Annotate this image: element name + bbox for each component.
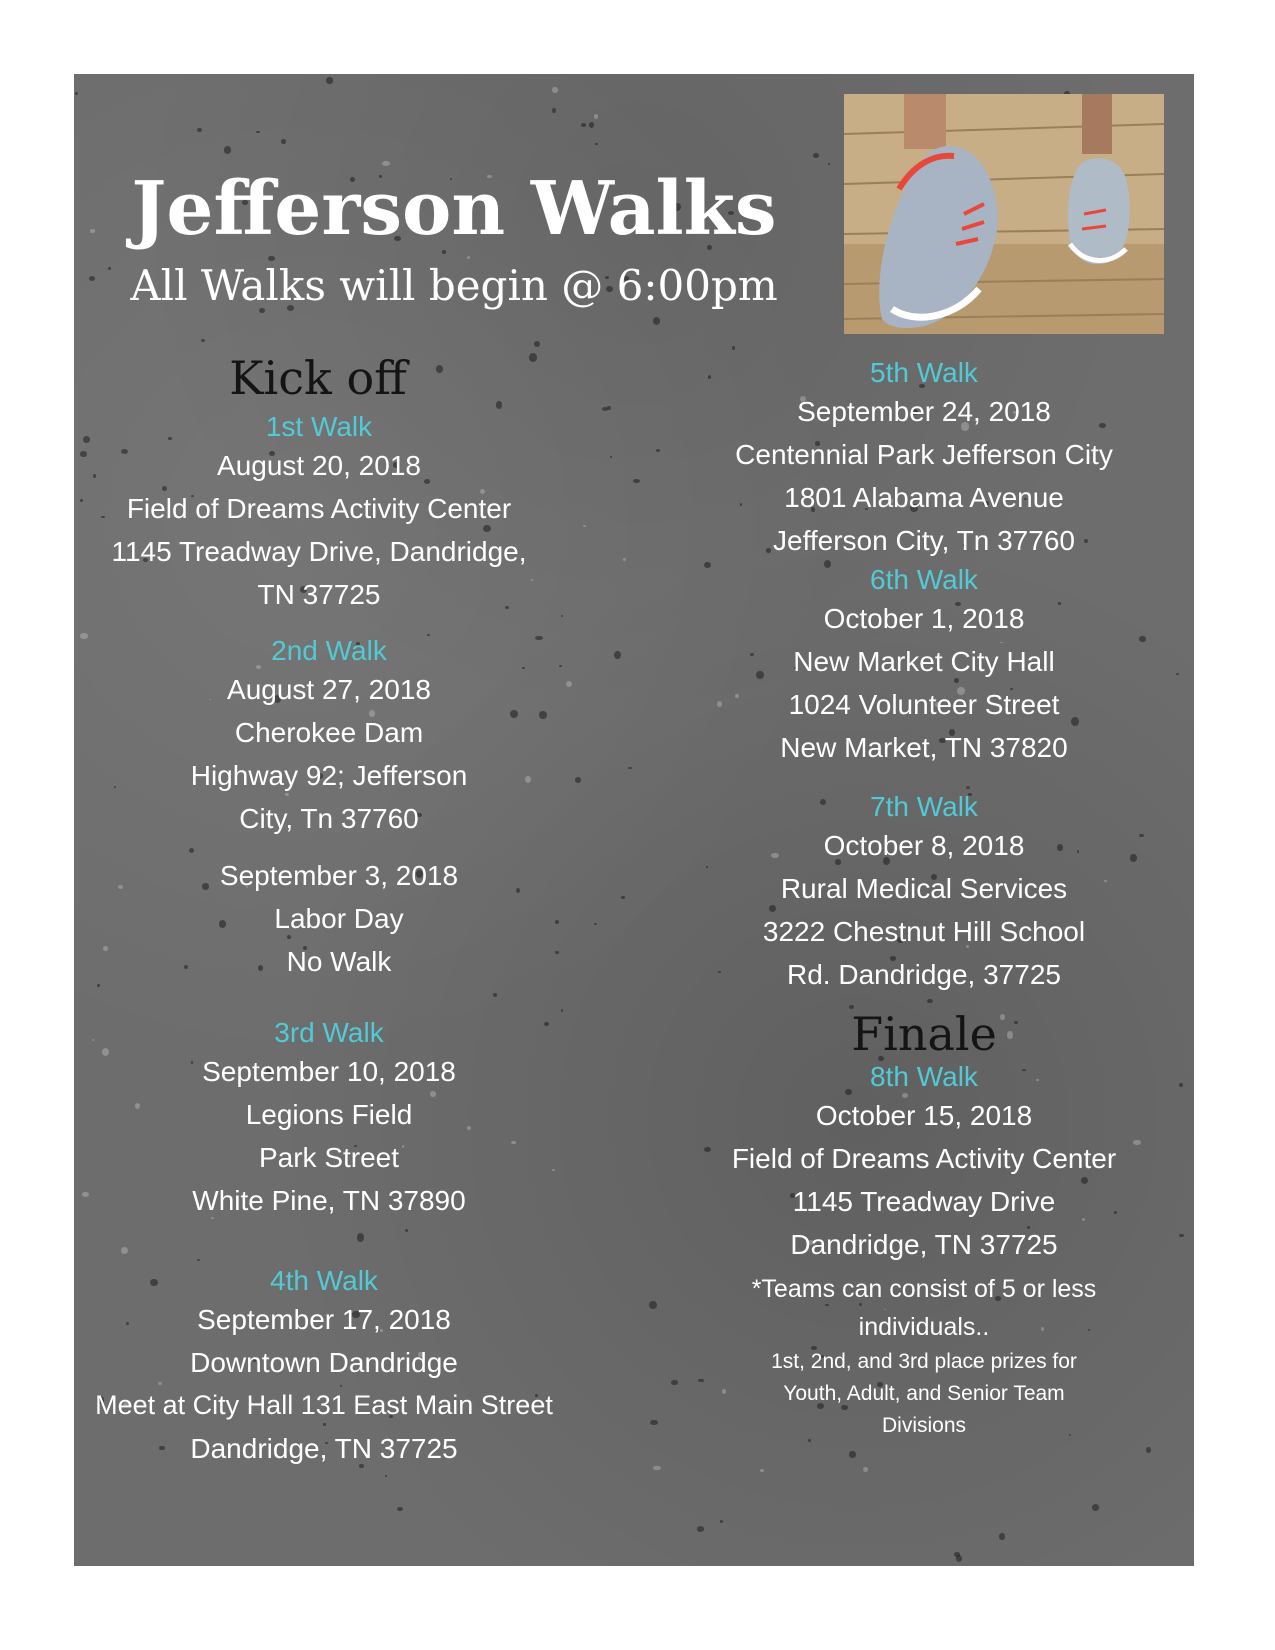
texture-speck [121,1247,128,1255]
texture-speck [849,1451,855,1457]
walk-4-city: Dandridge, TN 37725 [190,1433,458,1464]
texture-speck [633,479,640,483]
texture-speck [999,1533,1006,1540]
walk-8-address: 1145 Treadway Drive [792,1186,1056,1217]
texture-speck [256,131,260,134]
texture-speck [732,346,736,350]
texture-speck [653,1466,660,1471]
walk-3 [84,1016,574,1222]
texture-speck [594,923,597,925]
walk-4 [74,1264,574,1470]
texture-speck [602,407,608,411]
walk-1-address: 1145 Treadway Drive, Dandridge, [111,536,527,567]
texture-speck [610,456,612,458]
labor-day-notice [94,854,584,983]
texture-speck [650,1420,658,1426]
page-title: Jefferson Walks [131,166,777,252]
texture-speck [720,1520,723,1523]
texture-speck [224,146,231,153]
walk-6 [694,563,1154,769]
walk-5-location: Centennial Park Jefferson City [735,439,1113,470]
walk-5-city: Jefferson City, Tn 37760 [773,525,1075,556]
walk-2-date: August 27, 2018 [227,674,431,705]
walk-4-meeting-point: Meet at City Hall 131 East Main Street [95,1390,553,1420]
walk-2-city: City, Tn 37760 [239,803,419,834]
walk-2-location: Cherokee Dam [234,717,424,748]
texture-speck [561,1009,563,1012]
texture-speck [628,767,631,769]
texture-speck [197,1259,200,1261]
walk-5 [694,356,1154,562]
texture-speck [496,401,503,408]
walk-3-label: 3rd Walk [274,1017,384,1048]
texture-speck [583,525,586,527]
team-size-note: *Teams can consist of 5 or less [751,1275,1097,1303]
walk-5-label: 5th Walk [870,357,978,388]
texture-speck [656,449,660,452]
labor-day-date: September 3, 2018 [219,860,459,891]
texture-speck [1146,1447,1151,1453]
walk-3-address: Park Street [258,1142,400,1173]
texture-speck [581,123,586,127]
walk-4-date: September 17, 2018 [197,1304,451,1335]
texture-speck [405,1229,408,1233]
walk-4-label: 4th Walk [270,1265,378,1296]
walk-7-label: 7th Walk [870,791,978,822]
texture-speck [552,87,559,93]
walk-8 [694,1060,1154,1266]
texture-speck [594,114,598,119]
texture-speck [760,1469,763,1472]
kickoff-heading: Kick off [229,351,407,405]
texture-speck [813,153,819,158]
texture-speck [614,651,621,659]
no-walk-label: No Walk [286,946,392,977]
prizes-note: 1st, 2nd, and 3rd place prizes for [771,1350,1077,1373]
texture-speck [927,999,933,1004]
flyer-poster [74,74,1194,1566]
walk-3-city: White Pine, TN 37890 [192,1185,466,1216]
texture-speck [385,1475,387,1477]
texture-speck [534,341,540,347]
labor-day-label: Labor Day [274,903,404,934]
texture-speck [1176,673,1179,675]
walk-7-city: Rd. Dandridge, 37725 [787,959,1061,990]
prizes-note-cont: Youth, Adult, and Senior Team [783,1382,1065,1405]
walk-8-location: Field of Dreams Activity Center [731,1143,1117,1174]
walk-2-label: 2nd Walk [271,635,387,666]
page-subtitle: All Walks will begin @ 6:00pm [130,261,778,310]
walk-7-location: Rural Medical Services [780,873,1068,904]
texture-speck [1092,1504,1099,1510]
walk-6-label: 6th Walk [870,564,978,595]
walk-7 [694,790,1154,996]
walk-6-date: October 1, 2018 [823,603,1025,634]
texture-speck [1179,1234,1184,1237]
team-size-note-cont: individuals.. [858,1313,990,1341]
texture-speck [623,558,626,561]
texture-speck [595,143,598,145]
texture-speck [956,1555,962,1562]
texture-speck [397,1507,403,1512]
texture-speck [966,786,971,789]
walk-5-address: 1801 Alabama Avenue [784,482,1064,513]
texture-speck [529,353,537,361]
walk-1-date: August 20, 2018 [217,450,421,481]
walk-1-city: TN 37725 [257,579,381,610]
walk-6-address: 1024 Volunteer Street [788,689,1060,720]
texture-speck [653,317,660,325]
texture-speck [357,1233,364,1242]
texture-speck [197,128,202,132]
texture-speck [467,256,470,259]
texture-speck [201,339,205,342]
texture-speck [697,1526,704,1532]
texture-speck [97,984,100,987]
texture-speck [575,777,581,782]
texture-speck [589,122,594,128]
walk-4-location: Downtown Dandridge [190,1347,458,1378]
finale-heading: Finale [851,1007,997,1061]
texture-speck [863,1467,868,1472]
walk-7-date: October 8, 2018 [823,830,1025,861]
texture-speck [607,406,610,409]
walk-8-label: 8th Walk [870,1061,978,1092]
walk-3-location: Legions Field [245,1099,413,1130]
texture-speck [75,92,78,95]
texture-speck [671,1380,677,1386]
walk-5-date: September 24, 2018 [797,396,1051,427]
walk-1-label: 1st Walk [265,411,373,442]
walk-1-location: Field of Dreams Activity Center [126,493,512,524]
walk-6-location: New Market City Hall [793,646,1055,677]
walk-2 [84,634,574,840]
walk-8-date: October 15, 2018 [815,1100,1033,1131]
texture-speck [326,77,333,84]
walk-1 [74,410,564,616]
walk-8-city: Dandridge, TN 37725 [790,1229,1058,1260]
prizes-note-end: Divisions [881,1414,967,1437]
walk-3-date: September 10, 2018 [202,1056,456,1087]
walk-6-city: New Market, TN 37820 [780,732,1068,763]
walk-2-address: Highway 92; Jefferson [190,760,468,791]
walk-7-address: 3222 Chestnut Hill School [762,916,1086,947]
texture-speck [621,896,624,899]
texture-speck [649,1301,657,1309]
texture-speck [1179,1083,1183,1087]
team-rules-note [694,1270,1154,1442]
texture-speck [189,848,194,853]
texture-speck [552,108,557,113]
texture-speck [493,993,497,996]
running-shoes-photo [844,94,1164,334]
running-shoes-icon [844,94,1164,334]
texture-speck [281,139,285,144]
